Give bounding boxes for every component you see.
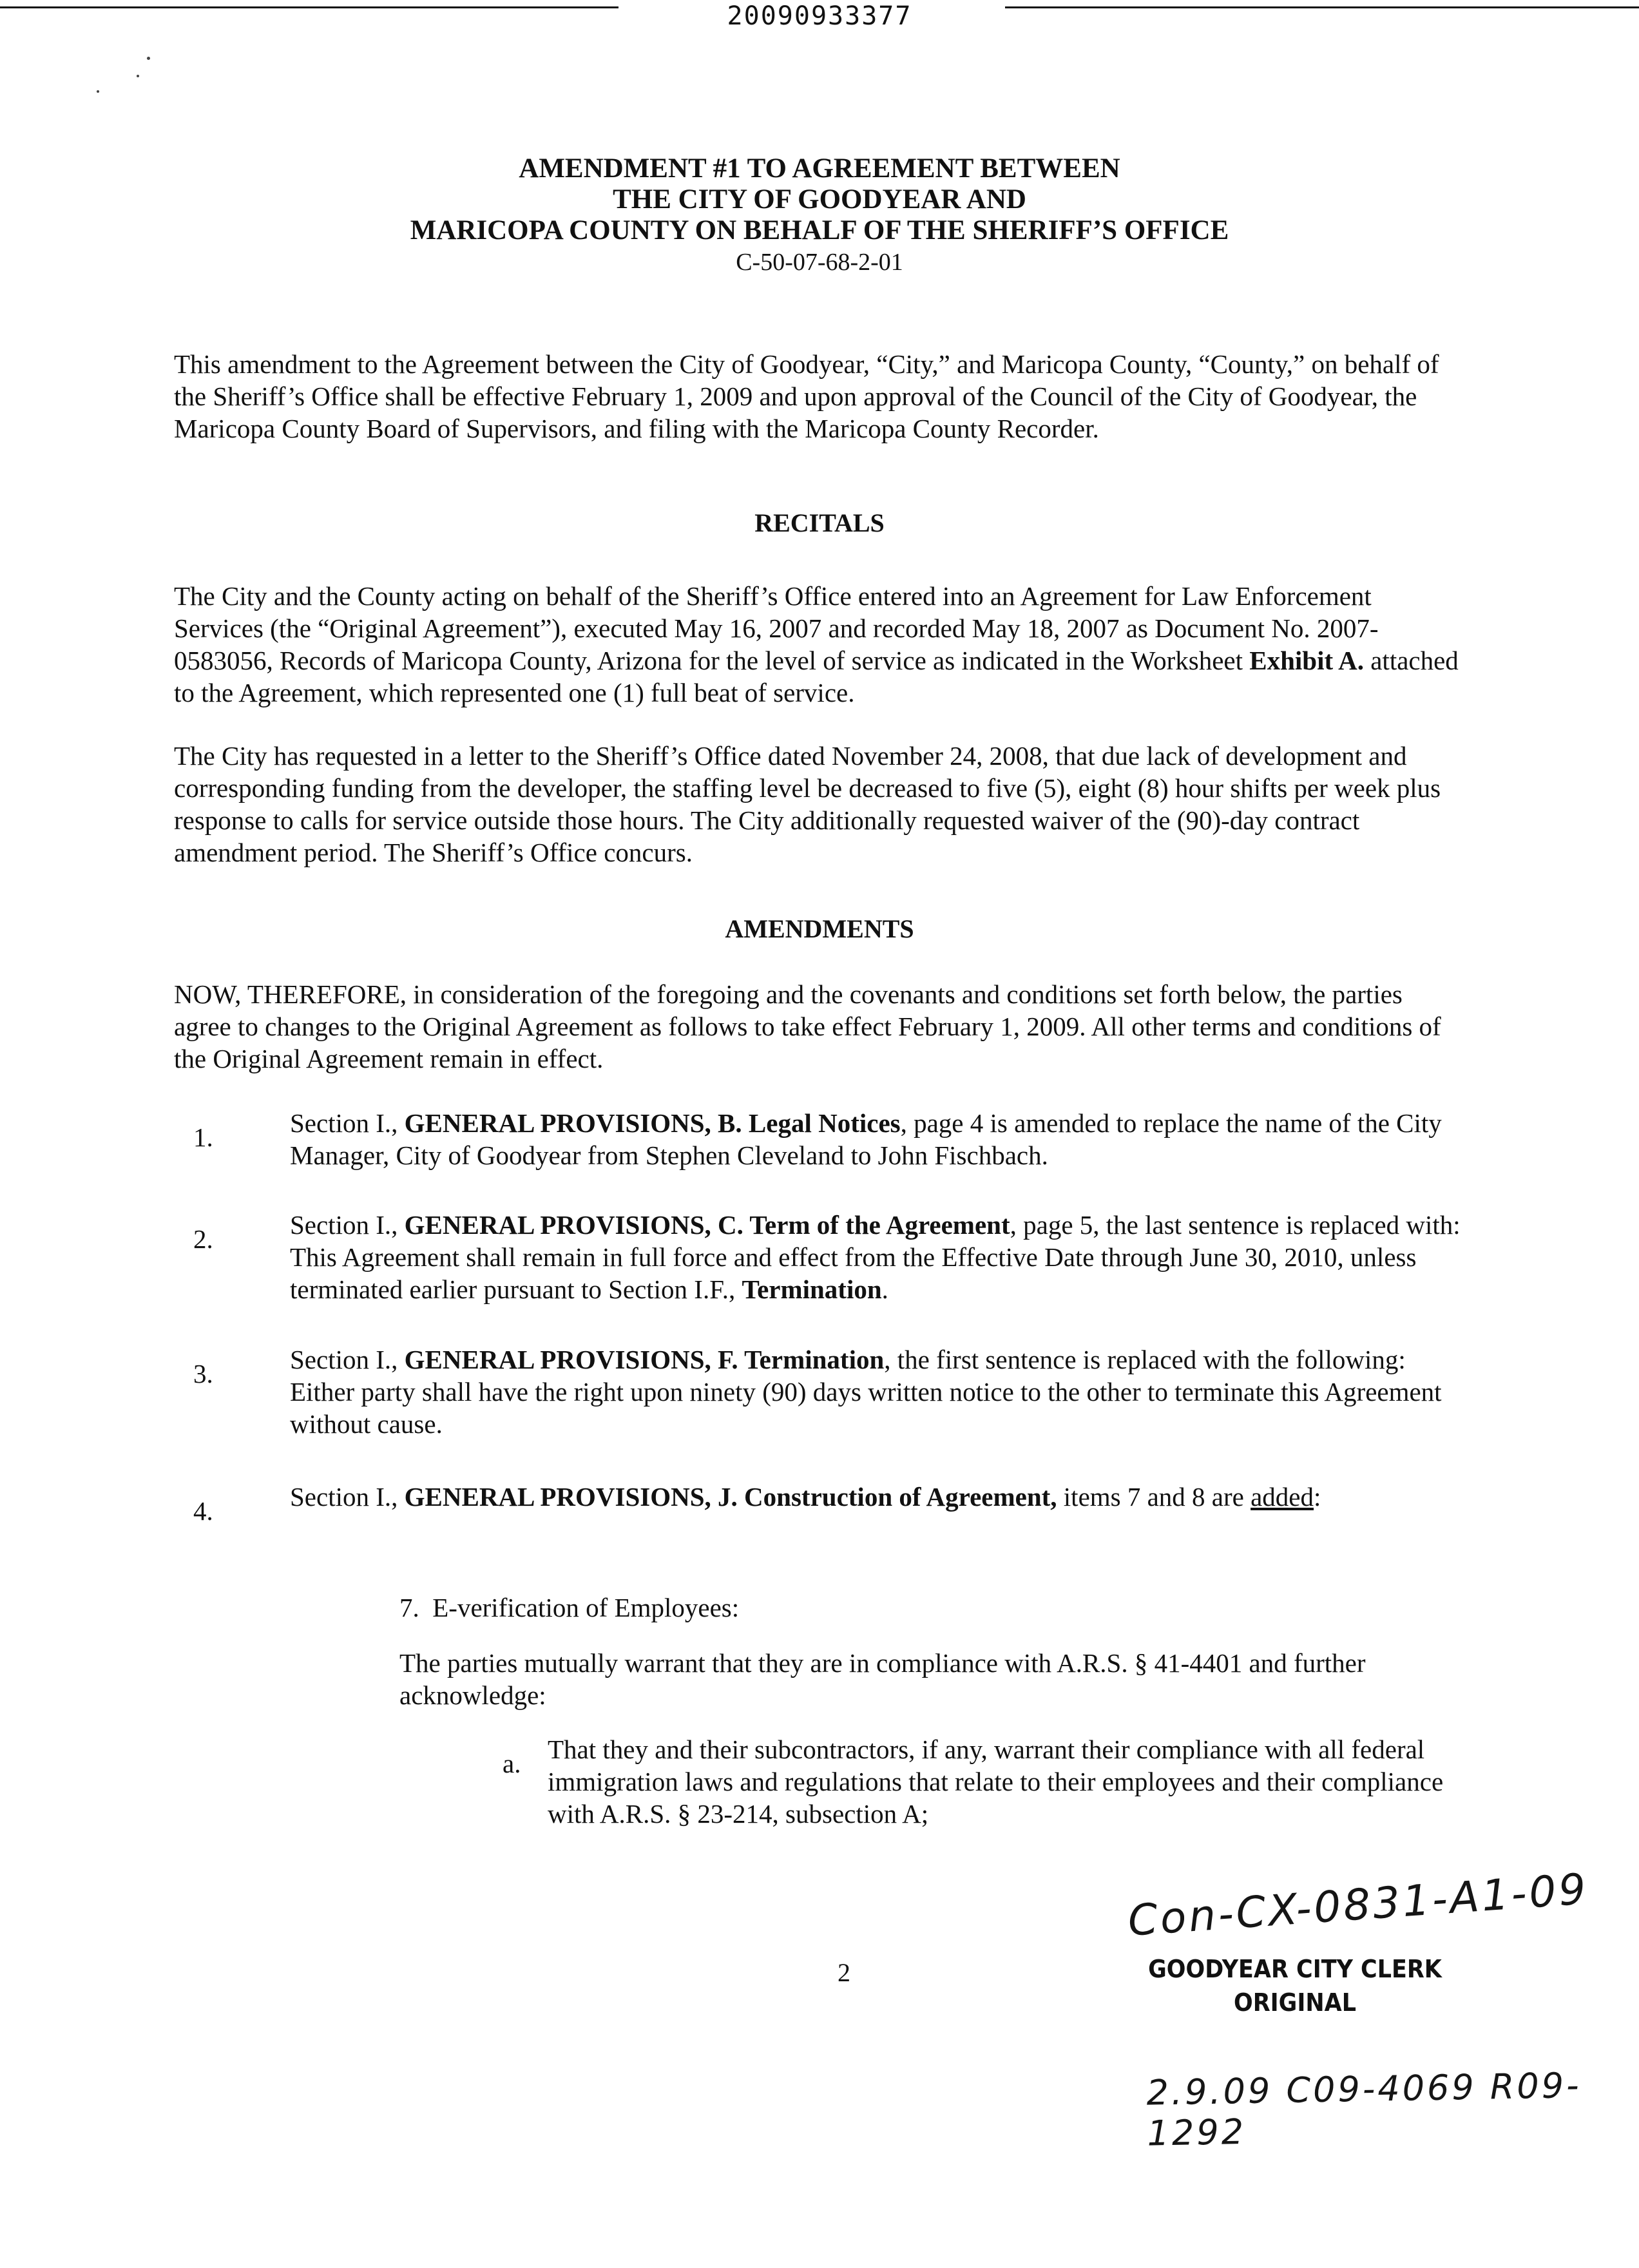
handwritten-reference: 2.9.09 C09-4069 R09-1292: [1145, 2064, 1582, 2154]
underlined-word: added: [1251, 1482, 1314, 1512]
contract-code: C-50-07-68-2-01: [736, 249, 903, 276]
scan-speck: [147, 57, 150, 60]
subitem-7-text: The parties mutually warrant that they are in compliance with A.R.S. § 41-4401 and further acknowledge:: [399, 1648, 1366, 1710]
subitem-number: 7.: [399, 1593, 419, 1622]
item-number: 1.: [193, 1122, 213, 1152]
item-text: Section I.,: [290, 1345, 405, 1374]
title-line-3: MARICOPA COUNTY ON BEHALF OF THE SHERIFF’S OFFICE: [410, 215, 1229, 245]
item-text: , the first sentence is replaced with the following: Either party shall have the right upon ninety (90) days written notice to the other to terminate this Agreement without cause.: [290, 1345, 1442, 1439]
scan-speck: [97, 90, 99, 93]
recording-number: 20090933377: [727, 1, 912, 31]
item-text: , page 4 is amended to replace the name of the City Manager, City of Goodyear from Stephen Cleveland to John Fischbach.: [290, 1108, 1442, 1170]
subitem-title: E-verification of Employees:: [432, 1593, 740, 1622]
handwritten-contract-number: Con-CX-0831-A1-09: [1126, 1864, 1590, 1946]
item-section-title: GENERAL PROVISIONS, J. Construction of Agreement,: [404, 1482, 1057, 1512]
scan-speck: [137, 75, 139, 77]
item-number: 3.: [193, 1359, 213, 1389]
recital-1-text: The City and the County acting on behalf of the Sheriff’s Office entered into an Agreement for Law Enforcement Services (the “Original Agreement”), executed May 16, 2007 and recorded May 18, 2007 as Document No. 2007-0583056, Records of Maricopa County, Arizona for the level of service as indicated in the Worksheet: [174, 581, 1379, 675]
item-section-title: GENERAL PROVISIONS, F. Termination: [404, 1345, 885, 1374]
intro-paragraph: This amendment to the Agreement between the City of Goodyear, “City,” and Maricopa County, “County,” on behalf of the Sheriff’s Office shall be effective February 1, 2009 and upon approval of the Council of the City of Goodyear, the Maricopa County Board of Supervisors, and filing with the Maricopa County Recorder.: [174, 349, 1439, 443]
recital-paragraph-2: The City has requested in a letter to the Sheriff’s Office dated November 24, 2008, that due lack of development and corresponding funding from the developer, the staffing level be decreased to five (5), eight (8) hour shifts per week plus response to calls for service outside those hours. The City additionally requested waiver of the (90)-day contract amendment period. The Sheriff’s Office concurs.: [174, 741, 1441, 867]
page-number: 2: [838, 1958, 850, 1987]
item-section-title: GENERAL PROVISIONS, C. Term of the Agreement: [404, 1210, 1010, 1240]
recital-paragraph-1: [174, 580, 1462, 709]
title-line-2: THE CITY OF GOODYEAR AND: [613, 184, 1026, 215]
item-text: , page 5, the last sentence is replaced with: This Agreement shall remain in full force and effect from the Effective Date through June 30, 2010, unless terminated earlier pursuant to Section I.F.,: [290, 1210, 1461, 1304]
item-number: 2.: [193, 1224, 213, 1254]
stamp-line-1: GOODYEAR CITY CLERK: [1148, 1955, 1442, 1983]
subitem-a-text: That they and their subcontractors, if any, warrant their compliance with all federal immigration laws and regulations that relate to their employees and their compliance with A.R.S. § 23-214, subsection A;: [548, 1735, 1444, 1829]
amendments-intro: NOW, THEREFORE, in consideration of the foregoing and the covenants and conditions set forth below, the parties agree to changes to the Original Agreement as follows to take effect February 1, 2009. All other terms and conditions of the Original Agreement remain in effect.: [174, 979, 1441, 1073]
recitals-heading: RECITALS: [754, 508, 885, 537]
item-body: [290, 1209, 1462, 1305]
item-body: [290, 1343, 1462, 1440]
item-text: Section I.,: [290, 1210, 405, 1240]
item-text: :: [1314, 1482, 1321, 1512]
item-text: Section I.,: [290, 1482, 405, 1512]
item-section-title: GENERAL PROVISIONS, B. Legal Notices: [404, 1108, 901, 1138]
recital-1-text-end: attached to the Agreement, which represented one (1) full beat of service.: [174, 646, 1459, 707]
subitem-label: a.: [503, 1749, 521, 1778]
exhibit-a-reference: Exhibit A.: [1249, 646, 1364, 675]
stamp-line-2: ORIGINAL: [1234, 1988, 1356, 2017]
item-text: Section I.,: [290, 1108, 405, 1138]
item-text: .: [881, 1274, 888, 1304]
subitem-7-title: [399, 1591, 1430, 1624]
item-text: items 7 and 8 are: [1057, 1482, 1251, 1512]
item-number: 4.: [193, 1496, 213, 1526]
amendments-heading: AMENDMENTS: [725, 914, 914, 943]
item-body: [290, 1481, 1462, 1513]
item-body: [290, 1107, 1462, 1171]
clerk-stamp: [1147, 1952, 1443, 2019]
document-title: [0, 153, 1639, 278]
title-line-1: AMENDMENT #1 TO AGREEMENT BETWEEN: [519, 153, 1120, 184]
item-bold-term: Termination: [742, 1274, 882, 1304]
